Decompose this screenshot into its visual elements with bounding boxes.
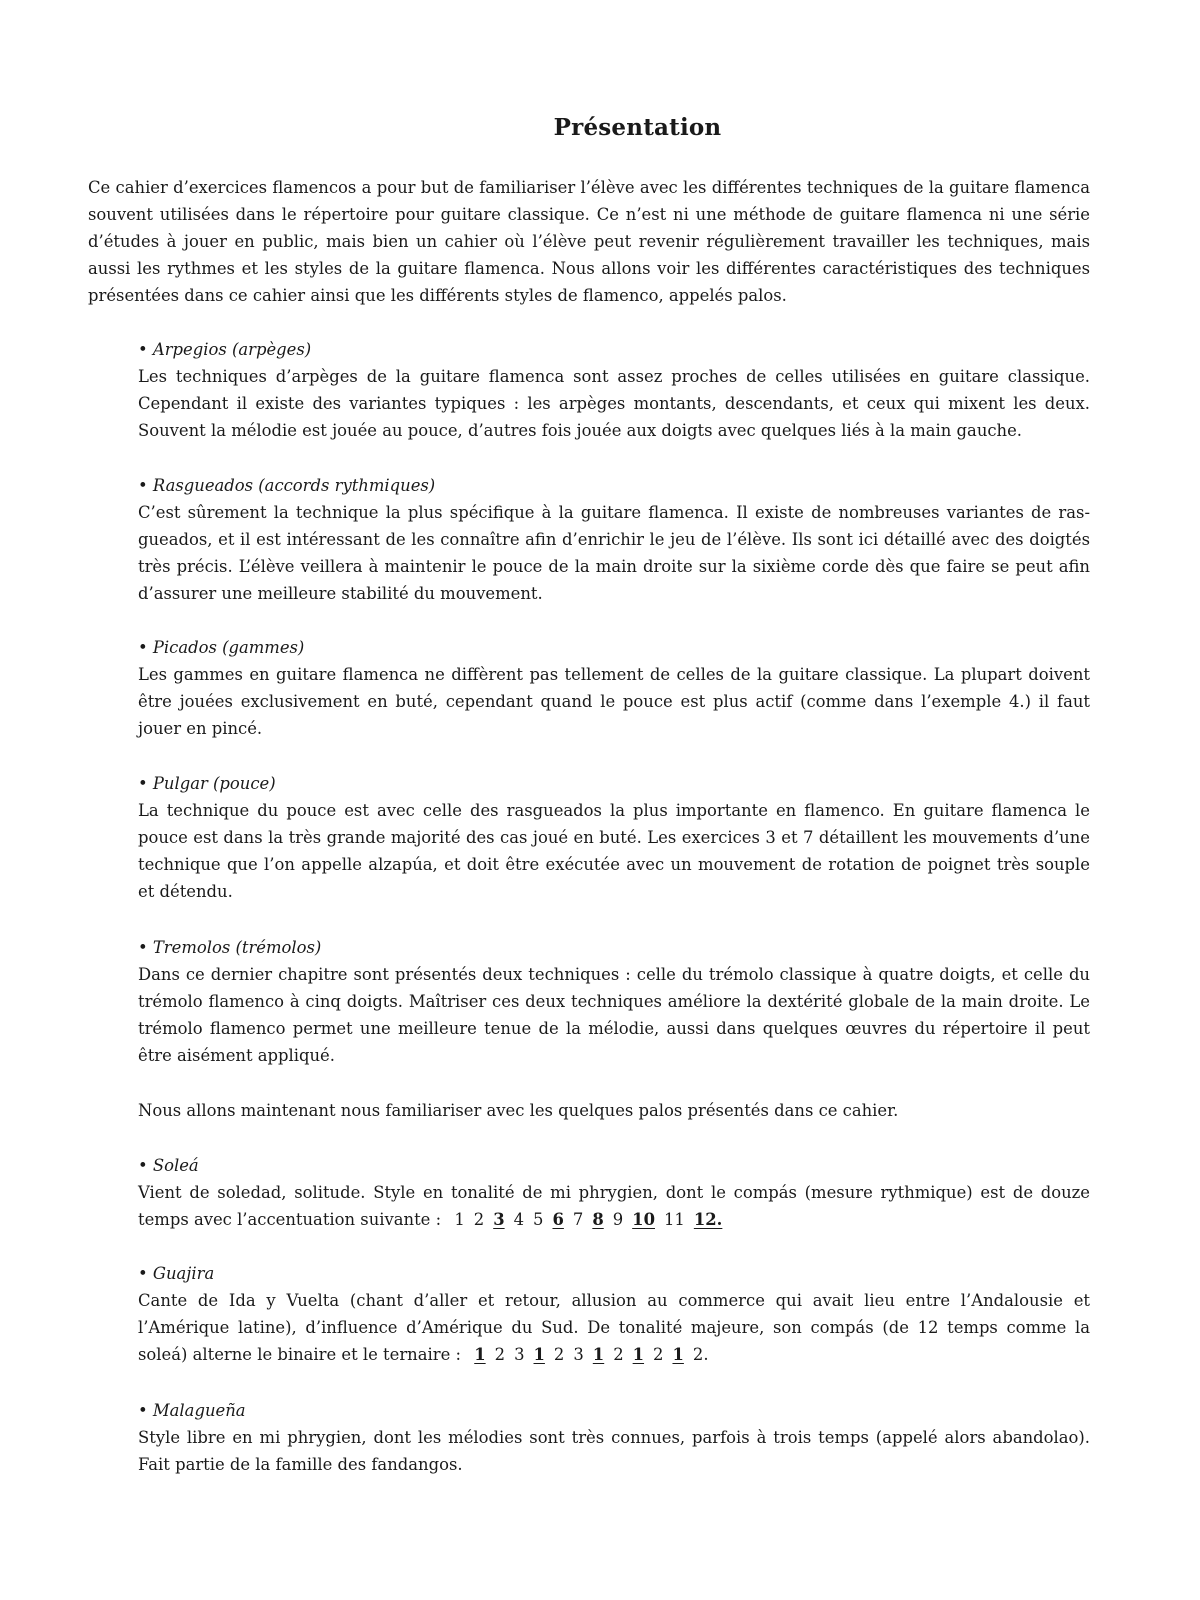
beat: 11 <box>663 1210 685 1229</box>
section-text: Style libre en mi phrygien, dont les mélodies sont très connues, parfois à trois temps (appelé alors abandolao). Fait partie de la famille des fandangos. <box>138 1428 1090 1474</box>
beat: 9 <box>612 1210 624 1229</box>
section-text: C’est sûrement la technique la plus spécifique à la guitare flamenca. Il existe de nombreuses variantes de rasgueados, et il est intéressant de les connaître afin d’enrichir le jeu de l’élève. Ils sont ici détaillé avec des doigtés très précis. L’élève veillera à maintenir le pouce de la main droite sur la sixième corde dès que faire se peut afin d’assurer une meilleure stabilité du mouvement. <box>138 503 1090 603</box>
page-title: Présentation <box>553 114 722 141</box>
section-text <box>138 1179 1090 1233</box>
beat: 3 <box>573 1345 584 1364</box>
beat: 5 <box>533 1210 544 1229</box>
beat: 2 <box>613 1345 624 1364</box>
beat: 1 <box>454 1210 465 1229</box>
section-pulgar <box>138 770 1090 905</box>
section-picados <box>138 634 1090 742</box>
beat: 4 <box>513 1210 525 1229</box>
section-heading: • Picados (gammes) <box>138 638 305 657</box>
beat-accented: 12. <box>693 1210 723 1229</box>
section-malaguena <box>138 1397 1090 1478</box>
section-text: Les gammes en guitare flamenca ne diffèrent pas tellement de celles de la guitare classique. La plupart doivent être jouées exclusivement en buté, cependant quand le pouce est plus actif (comme dans l’exemple 4.) il faut jouer en pincé. <box>138 665 1090 738</box>
beat: 2 <box>473 1210 485 1229</box>
section-arpegios <box>138 336 1090 444</box>
section-heading: • Arpegios (arpèges) <box>138 340 312 359</box>
palos-intro: Nous allons maintenant nous familiariser avec les quelques palos présentés dans ce cahier. <box>138 1101 899 1120</box>
beat: 3 <box>514 1345 525 1364</box>
beat-accented: 1 <box>474 1345 486 1364</box>
section-heading: • Rasgueados (accords rythmiques) <box>138 476 436 495</box>
beat: 2. <box>692 1345 709 1364</box>
section-text: La technique du pouce est avec celle des rasgueados la plus importante en flamenco. En guitare flamenca le pouce est dans la très grande majorité des cas joué en buté. Les exercices 3 et 7 détaillent les mouvements d’une technique que l’on appelle alzapúa, et doit être exécutée avec un mouvement de rotation de poignet très souple et détendu. <box>138 801 1090 901</box>
section-text: Dans ce dernier chapitre sont présentés deux techniques : celle du trémolo classique à quatre doigts, et celle du trémolo flamenco à cinq doigts. Maîtriser ces deux techniques améliore la dextérité globale de la main droite. Le trémolo flamenco permet une meilleure tenue de la mélodie, aussi dans quelques œuvres du répertoire il peut être aisément appliqué. <box>138 965 1090 1065</box>
section-rasgueados <box>138 472 1090 607</box>
beat-accented: 8 <box>592 1210 604 1229</box>
section-heading: • Tremolos (trémolos) <box>138 938 322 957</box>
section-heading: • Malagueña <box>138 1401 246 1420</box>
section-tremolos <box>138 934 1090 1069</box>
beat-accented: 1 <box>592 1345 605 1364</box>
solea-text: Vient de soledad, solitude. Style en tonalité de mi phrygien, dont le compás (mesure rythmique) est de douze temps avec l’accentuation suivante : <box>138 1183 1090 1229</box>
beat-accented: 1 <box>672 1345 684 1364</box>
beat-accented: 6 <box>552 1210 564 1229</box>
beat-accented: 1 <box>533 1345 545 1364</box>
beat: 7 <box>572 1210 584 1229</box>
section-text <box>138 1287 1090 1368</box>
beat: 2 <box>553 1345 565 1364</box>
beat-accented: 10 <box>632 1210 655 1229</box>
beat-accented: 1 <box>632 1345 645 1364</box>
section-heading: • Pulgar (pouce) <box>138 774 276 793</box>
intro-paragraph: Ce cahier d’exercices flamencos a pour but de familiariser l’élève avec les différentes techniques de la guitare flamenca souvent utilisées dans le répertoire pour guitare classique. Ce n’est ni une méthode de guitare flamenca ni une série d’études à jouer en public, mais bien un cahier où l’élève peut revenir régulièrement travailler les techniques, mais aussi les rythmes et les styles de la guitare flamenca. Nous allons voir les différentes caractéristiques des techniques présentées dans ce cahier ainsi que les différents styles de flamenco, appelés palos. <box>88 178 1090 305</box>
beat-accented: 3 <box>493 1210 505 1229</box>
section-text: Les techniques d’arpèges de la guitare flamenca sont assez proches de celles utilisées en guitare classique. Cependant il existe des variantes typiques : les arpèges montants, descendants, et ceux qui mixent les deux. Souvent la mélodie est jouée au pouce, d’autres fois jouée aux doigts avec quelques liés à la main gauche. <box>138 367 1090 440</box>
beat: 2 <box>494 1345 506 1364</box>
section-solea <box>138 1152 1090 1233</box>
solea-accent-pattern <box>454 1206 722 1233</box>
beat: 2 <box>653 1345 664 1364</box>
section-guajira <box>138 1260 1090 1368</box>
guajira-accent-pattern <box>474 1341 708 1368</box>
section-heading: • Guajira <box>138 1264 215 1283</box>
guajira-text: Cante de Ida y Vuelta (chant d’aller et retour, allusion au commerce qui avait lieu entre l’Andalousie et l’Amérique latine), d’influence d’Amérique du Sud. De tonalité majeure, son compás (de 12 temps comme la soleá) alterne le binaire et le ternaire : <box>138 1291 1090 1364</box>
section-heading: • Soleá <box>138 1156 199 1175</box>
